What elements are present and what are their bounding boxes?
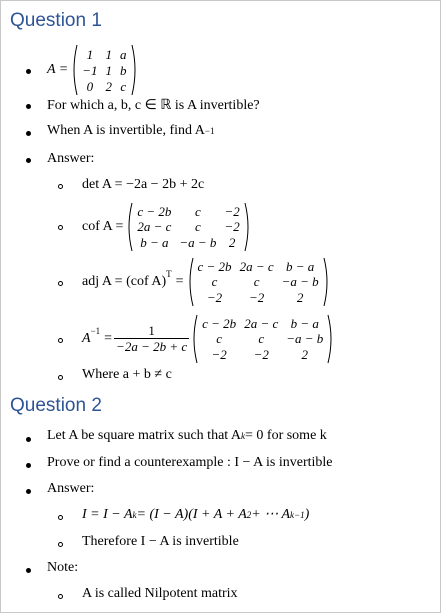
matrix-cell: −1 [82,62,98,78]
bullet [26,463,31,468]
bullet [26,437,31,442]
matrix-row [133,235,243,250]
answer-label-2: Answer: [47,481,95,496]
matrix-row [78,46,130,62]
matrix-cell: c − 2b [137,204,172,220]
matrix-row [133,204,243,219]
matrix-cell: 2 [301,346,308,362]
fraction-denominator: −2a − 2b + c [116,339,188,354]
adjugate-eq: = [175,274,184,289]
matrix-cell: −2 [224,219,240,235]
inverse-eq: = [104,331,113,346]
sub-bullet [58,225,63,230]
matrix-cell: b − a [285,259,315,275]
matrix-cell: c [253,274,260,290]
bullet [26,104,31,109]
question-2-heading: Question 2 [10,395,102,416]
matrix-cell: c [195,204,201,220]
bullet [26,69,31,74]
cofactor-table [133,204,243,250]
nilpotent-line: A is called Nilpotent matrix [82,586,238,601]
matrix-a-table [78,46,130,94]
bullet [26,489,31,494]
determinant-line: det A = −2a − 2b + 2c [82,177,205,192]
matrix-cell: c [216,331,223,347]
matrix-cell: −2 [211,346,227,362]
right-paren [131,44,138,96]
sup-k-minus-1: k−1 [290,509,305,520]
adjugate-table [194,259,323,305]
matrix-a-prefix: A = [47,62,69,77]
invertible-question: For which a, b, c ∈ ℝ is A invertible? [47,98,260,113]
matrix-row [198,331,327,346]
matrix-cell: 2a − c [244,316,279,332]
matrix-row [133,219,243,234]
matrix-cell: 2 [296,289,304,305]
matrix-row [194,274,323,289]
matrix-cell: 2 [105,78,113,94]
matrix-a [71,44,137,96]
inverse-line [82,314,334,364]
matrix-cell: b − a [140,234,169,250]
sub-bullet [58,184,63,189]
left-paren [191,314,198,364]
left-paren [187,257,194,307]
matrix-cell: −2 [224,204,240,220]
matrix-cell: −a − b [179,234,217,250]
matrix-cell: 2a − c [137,219,172,235]
right-paren [323,257,330,307]
let-a-tail: = 0 for some k [245,428,327,443]
sub-bullet [58,281,63,286]
note-label: Note: [47,560,79,575]
fraction-numerator: 1 [148,323,155,338]
let-a-line [47,428,327,444]
matrix-cell: c [211,274,218,290]
matrix-row [78,78,130,94]
cofactor-matrix [126,202,250,252]
question-1-heading: Question 1 [10,10,102,31]
matrix-cell: a [120,46,127,62]
adjugate-prefix: adj A = (cof A) [82,274,167,289]
bullet [26,131,31,136]
inverse-fraction [114,324,189,354]
find-inverse-sup: −1 [204,126,215,136]
identity-part-c: + ⋯ A [251,507,291,522]
inverse-prefix: A [82,331,91,346]
matrix-cell: 1 [105,62,113,78]
matrix-cell: −2 [248,289,265,305]
adjugate-matrix [187,257,330,307]
matrix-cell: −2 [206,289,223,305]
prove-line: Prove or find a counterexample : I − A is invertible [47,455,333,470]
where-condition: Where a + b ≠ c [82,367,172,382]
identity-part-d: ) [304,506,310,522]
right-paren [244,202,251,252]
identity-part-b: = (I − A)(I + A + A [136,506,247,522]
bullet [26,158,31,163]
matrix-cell: 1 [86,46,94,62]
therefore-line: Therefore I − A is invertible [82,534,239,549]
matrix-row [194,290,323,305]
matrix-row [194,259,323,274]
matrix-cell: b [120,62,127,78]
left-paren [126,202,133,252]
cofactor-prefix: cof A = [82,219,124,234]
inverse-table [198,316,327,362]
adjugate-sup: T [166,269,172,279]
identity-line [82,506,309,523]
matrix-cell: c [195,219,201,235]
let-a-sup: k [241,431,246,441]
matrix-row [198,347,327,362]
matrix-a-line [47,44,138,96]
bullet [26,568,31,573]
sub-bullet [58,338,63,343]
answer-label: Answer: [47,151,95,166]
matrix-cell: c − 2b [202,316,237,332]
matrix-cell: 0 [86,78,94,94]
matrix-cell: 2 [228,234,236,250]
find-inverse-line [47,123,214,139]
matrix-row [78,62,130,78]
sup-2: 2 [246,509,252,520]
matrix-cell: c [120,78,127,94]
sub-bullet [58,542,63,547]
matrix-cell: 1 [105,46,113,62]
matrix-cell: 2a − c [239,259,274,275]
matrix-row [198,316,327,331]
inverse-matrix [191,314,334,364]
sub-bullet [58,375,63,380]
identity-part-a: I = I − A [82,506,133,522]
sup-k: k [132,509,137,520]
sub-bullet [58,515,63,520]
matrix-cell: −a − b [286,331,324,347]
cofactor-line [82,202,251,252]
sub-bullet [58,594,63,599]
matrix-cell: b − a [290,316,319,332]
matrix-cell: −2 [253,346,269,362]
left-paren [71,44,78,96]
find-inverse-text: When A is invertible, find A [47,123,205,138]
matrix-cell: c − 2b [197,259,232,275]
right-paren [327,314,334,364]
matrix-cell: −a − b [281,274,319,290]
matrix-cell: c [258,331,265,347]
adjugate-line [82,257,330,307]
inverse-sup: −1 [90,326,101,336]
let-a-text: Let A be square matrix such that A [47,428,242,443]
